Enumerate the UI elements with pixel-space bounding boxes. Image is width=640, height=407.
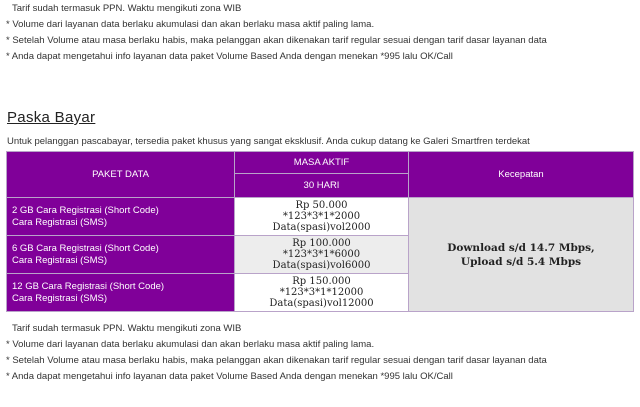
paket-label-line2: Cara Registrasi (SMS) xyxy=(12,292,108,304)
paket-price-cell xyxy=(235,198,409,236)
note-tarif: Tarif sudah termasuk PPN. Waktu mengikuti zona WIB xyxy=(12,3,242,14)
notes-top xyxy=(6,1,547,65)
note-setelah: * Setelah Volume atau masa berlaku habis, maka pelanggan akan dikenakan tarif regular sesuai dengan tarif dasar layanan data xyxy=(6,35,547,46)
paket-price: Rp 150.000 xyxy=(292,276,351,287)
paket-table xyxy=(6,151,634,312)
paket-label-line2: Cara Registrasi (SMS) xyxy=(12,216,108,228)
paket-price: Rp 100.000 xyxy=(292,238,351,249)
table-row xyxy=(7,198,634,236)
note-tarif: Tarif sudah termasuk PPN. Waktu mengikuti zona WIB xyxy=(12,323,242,334)
paket-price: Rp 50.000 xyxy=(295,200,348,211)
paket-label-line1: 6 GB Cara Registrasi (Short Code) xyxy=(12,242,159,254)
speed-download: Download s/d 14.7 Mbps, xyxy=(447,241,595,254)
note-volume: * Volume dari layanan data berlaku akumulasi dan akan berlaku masa aktif paling lama. xyxy=(6,19,375,30)
paket-price-cell xyxy=(235,236,409,274)
note-volume: * Volume dari layanan data berlaku akumulasi dan akan berlaku masa aktif paling lama. xyxy=(6,339,375,350)
paket-label-line1: 2 GB Cara Registrasi (Short Code) xyxy=(12,204,159,216)
speed-upload: Upload s/d 5.4 Mbps xyxy=(460,255,582,268)
notes-bottom xyxy=(6,321,547,385)
header-30-hari: 30 HARI xyxy=(235,174,409,198)
paket-label xyxy=(7,198,235,236)
paket-label-line1: 12 GB Cara Registrasi (Short Code) xyxy=(12,280,165,292)
paket-sms: Data(spasi)vol12000 xyxy=(269,298,374,309)
header-paket-data: PAKET DATA xyxy=(7,152,235,198)
note-info: * Anda dapat mengetahui info layanan data paket Volume Based Anda dengan menekan *995 lalu OK/Call xyxy=(6,51,453,62)
intro-text: Untuk pelanggan pascabayar, tersedia paket khusus yang sangat eksklusif. Anda cukup datang ke Galeri Smartfren terdekat xyxy=(7,136,530,147)
paket-short-code: *123*3*1*2000 xyxy=(282,211,361,222)
note-setelah: * Setelah Volume atau masa berlaku habis, maka pelanggan akan dikenakan tarif regular sesuai dengan tarif dasar layanan data xyxy=(6,355,547,366)
paket-price-cell xyxy=(235,274,409,312)
note-info: * Anda dapat mengetahui info layanan data paket Volume Based Anda dengan menekan *995 lalu OK/Call xyxy=(6,371,453,382)
speed-cell xyxy=(409,198,634,312)
paket-sms: Data(spasi)vol6000 xyxy=(272,260,371,271)
paket-short-code: *123*3*1*6000 xyxy=(282,249,361,260)
header-masa-aktif: MASA AKTIF xyxy=(235,152,409,174)
section-title: Paska Bayar xyxy=(7,109,96,126)
table-header-row xyxy=(7,152,634,174)
paket-label xyxy=(7,274,235,312)
paket-label-line2: Cara Registrasi (SMS) xyxy=(12,254,108,266)
paket-short-code: *123*3*1*12000 xyxy=(279,287,364,298)
header-kecepatan: Kecepatan xyxy=(409,152,634,198)
paket-sms: Data(spasi)vol2000 xyxy=(272,222,371,233)
paket-label xyxy=(7,236,235,274)
